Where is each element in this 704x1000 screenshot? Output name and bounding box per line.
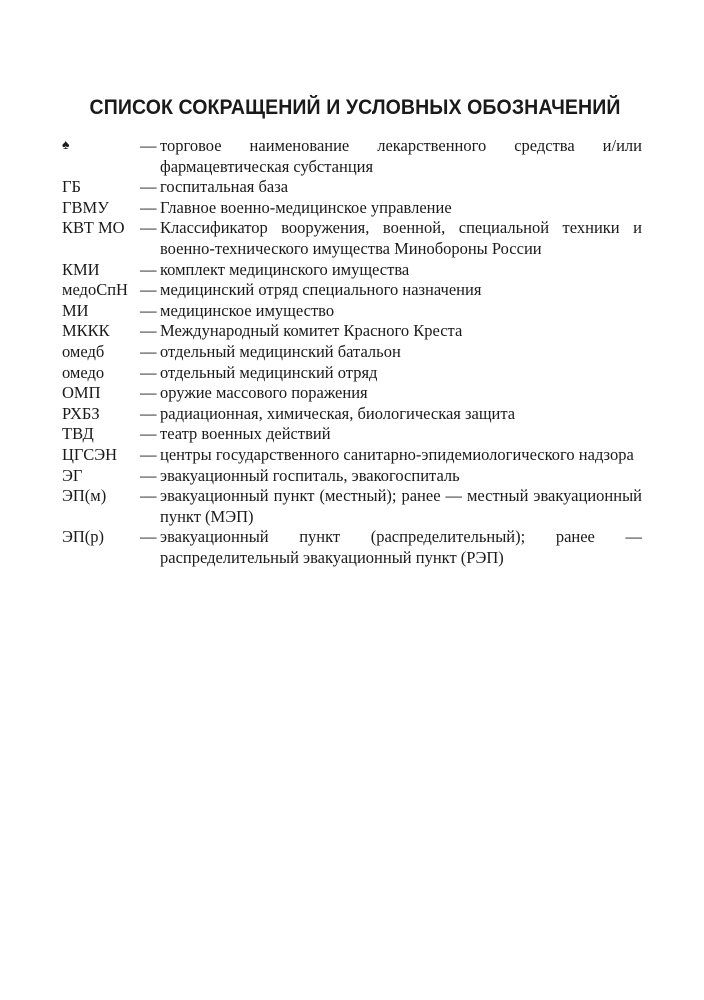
abbreviation-definition: эвакуационный пункт (местный); ранее — местный эвакуационный пункт (МЭП) — [160, 486, 642, 526]
page-title: СПИСОК СОКРАЩЕНИЙ И УСЛОВНЫХ ОБОЗНАЧЕНИЙ — [89, 96, 621, 119]
list-item — [62, 527, 642, 568]
abbreviation-definition: госпитальная база — [160, 177, 289, 197]
separator-dash: — — [140, 136, 157, 155]
abbreviation-list — [62, 136, 642, 568]
separator-dash: — — [140, 527, 157, 547]
abbreviation-definition: центры государственного санитарно-эпидемиологического надзора — [160, 444, 634, 464]
abbreviation-term: ГБ — [62, 177, 82, 197]
abbreviation-definition: Международный комитет Красного Креста — [160, 321, 463, 341]
list-item — [62, 198, 642, 219]
abbreviation-term: ГВМУ — [62, 197, 109, 217]
separator-dash: — — [140, 341, 157, 361]
list-item — [62, 383, 642, 404]
list-item — [62, 260, 642, 281]
abbreviation-term: ♠ — [62, 138, 70, 153]
abbreviation-term: КМИ — [62, 259, 100, 279]
abbreviation-term: ТВД — [62, 424, 94, 444]
abbreviation-definition: медицинский отряд специального назначения — [160, 280, 482, 300]
separator-dash: — — [140, 218, 157, 238]
list-item — [62, 342, 642, 363]
abbreviation-term: медоСпН — [62, 280, 128, 300]
abbreviation-definition: театр военных действий — [160, 424, 331, 444]
separator-dash: — — [140, 444, 157, 464]
abbreviation-term: омедо — [62, 362, 105, 382]
separator-dash: — — [140, 300, 157, 320]
list-item — [62, 301, 642, 322]
separator-dash: — — [140, 362, 157, 382]
list-item — [62, 177, 642, 198]
separator-dash: — — [140, 424, 157, 444]
abbreviation-term: ОМП — [62, 383, 101, 403]
list-item — [62, 445, 642, 466]
separator-dash: — — [140, 321, 157, 341]
abbreviation-term: ЭП(м) — [62, 486, 107, 506]
list-item — [62, 404, 642, 425]
abbreviation-definition: оружие массового поражения — [160, 383, 368, 403]
abbreviation-definition: торговое наименование лекарственного средства и/или фармацевтическая субстанция — [160, 136, 642, 176]
separator-dash: — — [140, 259, 157, 279]
abbreviation-term: КВТ МО — [62, 218, 125, 238]
separator-dash: — — [140, 465, 157, 485]
abbreviation-term: РХБЗ — [62, 403, 100, 423]
abbreviation-definition: медицинское имущество — [160, 300, 335, 320]
abbreviation-definition: Главное военно-медицинское управление — [160, 197, 452, 217]
abbreviation-definition: Классификатор вооружения, военной, специальной техники и военно-технического имущества Минобороны России — [160, 218, 642, 258]
separator-dash: — — [140, 197, 157, 217]
abbreviation-term: МККК — [62, 321, 110, 341]
separator-dash: — — [140, 383, 157, 403]
abbreviation-definition: комплект медицинского имущества — [160, 259, 410, 279]
abbreviation-definition: отдельный медицинский отряд — [160, 362, 378, 382]
list-item — [62, 280, 642, 301]
separator-dash: — — [140, 280, 157, 300]
abbreviation-definition: эвакуационный госпиталь, эвакогоспиталь — [160, 465, 460, 485]
list-item — [62, 136, 642, 177]
list-item — [62, 363, 642, 384]
list-item — [62, 321, 642, 342]
abbreviation-term: омедб — [62, 341, 105, 361]
list-item — [62, 486, 642, 527]
list-item — [62, 424, 642, 445]
abbreviation-definition: радиационная, химическая, биологическая защита — [160, 403, 516, 423]
abbreviation-term: МИ — [62, 300, 89, 320]
separator-dash: — — [140, 177, 157, 197]
abbreviation-definition: эвакуационный пункт (распределительный); ранее — распределительный эвакуационный пункт (РЭП) — [160, 527, 642, 567]
separator-dash: — — [140, 486, 157, 506]
abbreviation-definition: отдельный медицинский батальон — [160, 341, 401, 361]
abbreviation-term: ЭГ — [62, 465, 83, 485]
list-item — [62, 218, 642, 259]
list-item — [62, 466, 642, 487]
abbreviation-term: ЦГСЭН — [62, 444, 118, 464]
separator-dash: — — [140, 403, 157, 423]
abbreviation-term: ЭП(р) — [62, 527, 105, 547]
